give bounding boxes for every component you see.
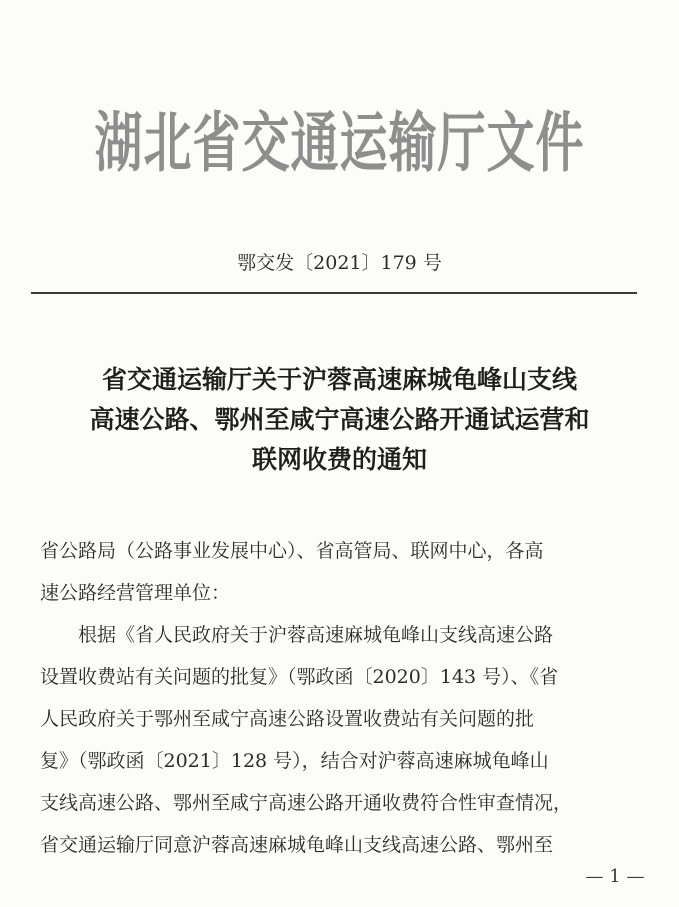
header-divider <box>31 292 637 294</box>
issuing-authority-title: 湖北省交通运输厅文件 <box>94 105 585 181</box>
body-paragraph-line: 支线高速公路、鄂州至咸宁高速公路开通收费符合性审查情况， <box>40 792 573 814</box>
recipients-line: 省公路局（公路事业发展中心）、省高管局、联网中心，各高 <box>40 540 544 562</box>
body-paragraph-line: 设置收费站有关问题的批复》（鄂政函〔2020〕143 号）、《省 <box>40 666 559 688</box>
recipients-line: 速公路经营管理单位： <box>40 582 231 604</box>
body-paragraph-line: 人民政府关于鄂州至咸宁高速公路设置收费站有关问题的批 <box>40 708 535 730</box>
notice-title-line: 省交通运输厅关于沪蓉高速麻城龟峰山支线 <box>101 365 577 394</box>
body-paragraph-line: 复》（鄂政函〔2021〕128 号），结合对沪蓉高速麻城龟峰山 <box>40 750 549 772</box>
notice-title <box>20 360 659 480</box>
notice-title-line: 高速公路、鄂州至咸宁高速公路开通试运营和 <box>89 405 590 434</box>
page-number: — 1 — <box>585 866 645 887</box>
body-paragraph-line: 根据《省人民政府关于沪蓉高速麻城龟峰山支线高速公路 <box>78 624 554 646</box>
body-paragraph-line: 省交通运输厅同意沪蓉高速麻城龟峰山支线高速公路、鄂州至 <box>40 834 554 856</box>
document-number: 鄂交发〔2021〕179 号 <box>237 252 442 274</box>
notice-title-line: 联网收费的通知 <box>251 445 427 474</box>
notice-body <box>40 530 640 866</box>
